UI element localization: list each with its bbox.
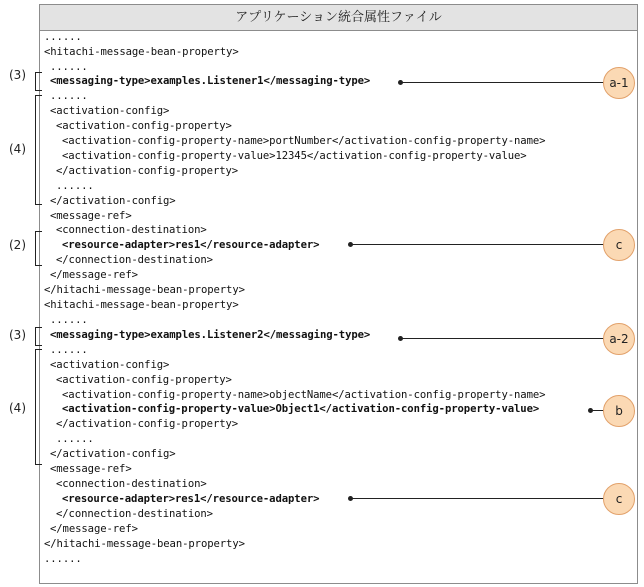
code-line: ...... (56, 180, 94, 192)
callout-c: c (603, 483, 635, 515)
code-line: </activation-config> (50, 195, 176, 207)
code-line: <activation-config-property-value>12345</activation-config-property-value> (62, 150, 527, 162)
code-line: ...... (44, 31, 82, 43)
code-line: ...... (50, 61, 88, 73)
group-label: (4) (9, 401, 26, 415)
group-bracket (35, 349, 42, 465)
code-line: </message-ref> (50, 523, 138, 535)
callout-b: b (603, 395, 635, 427)
code-line: </message-ref> (50, 269, 138, 281)
code-line: ...... (44, 553, 82, 565)
code-line: <hitachi-message-bean-property> (44, 46, 239, 58)
code-line: ...... (50, 314, 88, 326)
code-line: <activation-config-property> (56, 120, 232, 132)
group-label: (2) (9, 238, 26, 252)
group-bracket (35, 231, 42, 266)
code-line: <activation-config-property-name>objectName</activation-config-property-name> (62, 389, 546, 401)
code-line: <activation-config-property> (56, 374, 232, 386)
code-line: <message-ref> (50, 463, 132, 475)
code-line: ...... (50, 90, 88, 102)
code-line: <activation-config-property-name>portNumber</activation-config-property-name> (62, 135, 546, 147)
callout-a1: a-1 (603, 67, 635, 99)
group-label: (3) (9, 328, 26, 342)
code-line: </hitachi-message-bean-property> (44, 284, 245, 296)
group-bracket (35, 327, 42, 346)
group-label: (4) (9, 142, 26, 156)
group-label: (3) (9, 68, 26, 82)
code-line-highlight: <messaging-type>examples.Listener1</messaging-type> (50, 75, 371, 87)
code-line: </hitachi-message-bean-property> (44, 538, 245, 550)
code-line-highlight: <resource-adapter>res1</resource-adapter> (62, 239, 320, 251)
file-title: アプリケーション統合属性ファイル (40, 5, 637, 31)
code-line: <connection-destination> (56, 478, 207, 490)
connector-line (402, 338, 604, 339)
code-line: <connection-destination> (56, 224, 207, 236)
code-line: ...... (50, 344, 88, 356)
code-line: </connection-destination> (56, 508, 213, 520)
code-line: </activation-config-property> (56, 418, 239, 430)
code-line: </activation-config> (50, 448, 176, 460)
code-line: <activation-config> (50, 105, 170, 117)
callout-c: c (603, 229, 635, 261)
code-line: </activation-config-property> (56, 165, 239, 177)
code-line: <message-ref> (50, 210, 132, 222)
group-bracket (35, 72, 42, 91)
connector-line (402, 82, 604, 83)
callout-a2: a-2 (603, 323, 635, 355)
code-line: <activation-config> (50, 359, 170, 371)
group-bracket (35, 95, 42, 205)
code-line: <hitachi-message-bean-property> (44, 299, 239, 311)
code-line-highlight: <resource-adapter>res1</resource-adapter> (62, 493, 320, 505)
code-line-highlight: <messaging-type>examples.Listener2</messaging-type> (50, 329, 371, 341)
connector-line (352, 498, 604, 499)
code-line: </connection-destination> (56, 254, 213, 266)
code-line: ...... (56, 433, 94, 445)
connector-line (352, 244, 604, 245)
code-line-highlight: <activation-config-property-value>Object1</activation-config-property-value> (62, 403, 540, 415)
